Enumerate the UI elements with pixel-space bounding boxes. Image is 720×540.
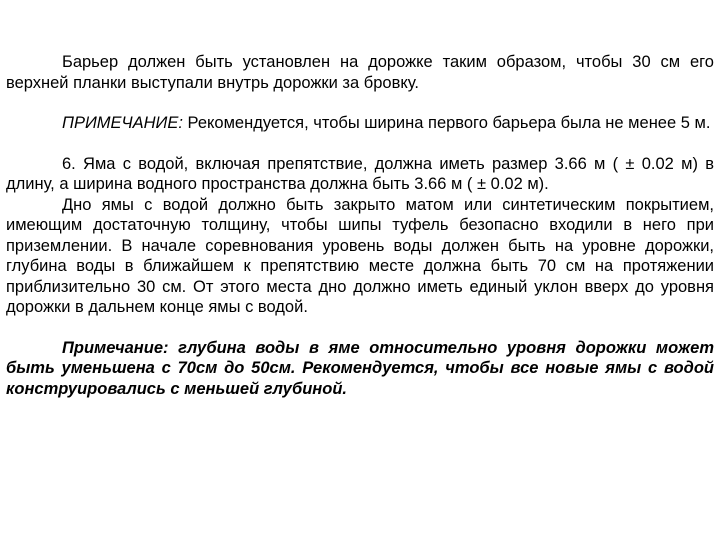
- paragraph-water-jump-size: 6. Яма с водой, включая препятствие, должна иметь размер 3.66 м ( ± 0.02 м) в длину, а ширина водного пространства должна быть 3.66 м ( ± 0.02 м).: [6, 154, 714, 193]
- note-text: Рекомендуется, чтобы ширина первого барьера была не менее 5 м.: [182, 114, 711, 132]
- paragraph-barrier-note: [6, 113, 714, 134]
- paragraph-depth-note: Примечание: глубина воды в яме относительно уровня дорожки может быть уменьшена с 70см до 50см. Рекомендуется, чтобы все новые ямы с водой конструировались с меньшей глубиной.: [6, 338, 714, 398]
- note-label: ПРИМЕЧАНИЕ:: [62, 114, 183, 132]
- paragraph-water-jump-bottom: Дно ямы с водой должно быть закрыто матом или синтетическим покрытием, имеющим достаточную толщину, чтобы шипы туфель безопасно входили в него при приземлении. В начале соревнования уровень воды должен быть на уровне дорожки, глубина воды в ближайшем к препятствию месте должна быть 70 см на протяжении приблизительно 30 см. От этого места дно должно иметь единый уклон вверх до уровня дорожки в дальнем конце ямы с водой.: [6, 195, 714, 316]
- paragraph-barrier-placement: Барьер должен быть установлен на дорожке таким образом, чтобы 30 см его верхней планки выступали внутрь дорожки за бровку.: [6, 53, 714, 92]
- document-page: [6, 52, 714, 399]
